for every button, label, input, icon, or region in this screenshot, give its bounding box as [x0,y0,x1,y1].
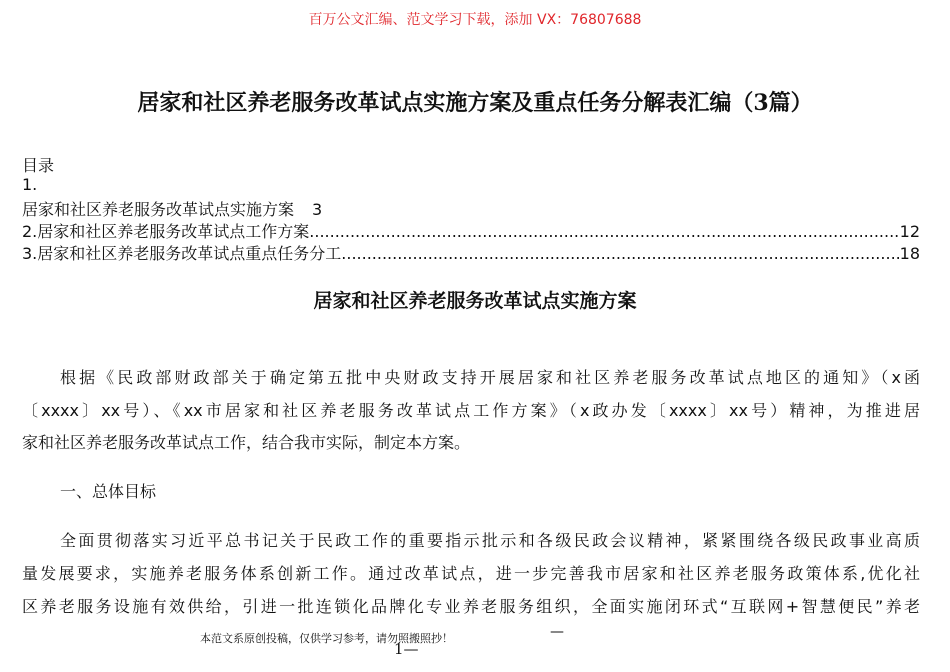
section-heading: 一、总体目标 [60,482,157,501]
paragraph-line: 全面贯彻落实习近平总书记关于民政工作的重要指示批示和各级民政会议精神，紧紧围绕各级民政事业高质 [60,531,920,550]
toc-item-label: 2.居家和社区养老服务改革试点工作方案 [22,222,310,241]
section-title: 居家和社区养老服务改革试点实施方案 [313,290,637,312]
paragraph-line: 量发展要求，实施养老服务体系创新工作。通过改革试点，进一步完善我市居家和社区养老服务政策体系,优化社 [22,564,920,583]
toc-item-1-number[interactable]: 1. [22,175,38,194]
document-title: 居家和社区养老服务改革试点实施方案及重点任务分解表汇编（3篇） [137,90,813,116]
footer-note: 本范文系原创投稿，仅供学习参考，请勿照搬照抄！ [200,632,453,645]
toc-item-label: 3.居家和社区养老服务改革试点重点任务分工 [22,244,342,263]
toc-item-label: 居家和社区养老服务改革试点实施方案 [22,200,295,219]
toc-item-3[interactable] [22,241,920,264]
paragraph-line: 〔xxxx〕xx号）、《xx市居家和社区养老服务改革试点工作方案》（x政办发〔xxxx〕xx号）精神，为推进居 [22,401,920,420]
toc-leader [309,222,899,241]
toc-item-2[interactable] [22,219,920,242]
watermark-header: 百万公文汇编、范文学习下载，添加 VX：76807688 [308,12,642,28]
toc-item-page: 18 [899,244,920,263]
toc-leader [341,244,899,263]
toc-item-1[interactable] [22,197,322,220]
paragraph-line: 区养老服务设施有效供给，引进一批连锁化品牌化专业养老服务组织，全面实施闭环式“互联网+智慧便民”养老 [22,597,920,616]
paragraph-line: 根据《民政部财政部关于确定第五批中央财政支持开展居家和社区养老服务改革试点地区的通知》（x函 [60,368,920,387]
paragraph-line: 家和社区养老服务改革试点工作，结合我市实际，制定本方案。 [22,433,471,452]
toc-item-page: 3 [312,200,323,219]
toc-item-page: 12 [899,222,920,241]
toc-heading: 目录 [22,156,55,175]
footer-dash: — [550,624,564,640]
page-number: 1— [394,640,419,658]
